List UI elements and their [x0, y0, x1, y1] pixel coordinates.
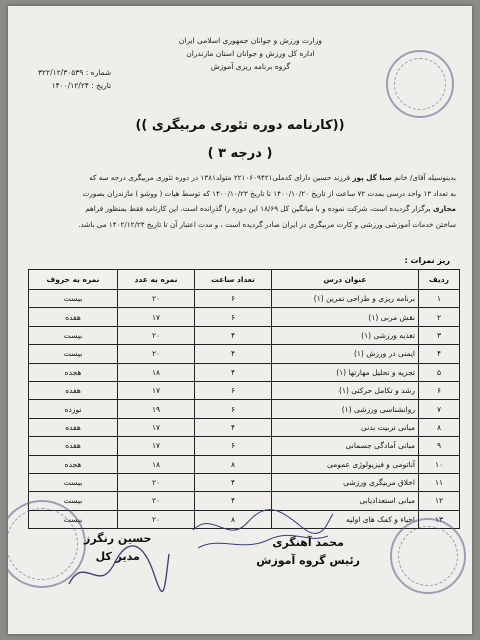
row-number-cell: ۵ — [419, 363, 460, 381]
top-right-stamp — [386, 50, 454, 118]
table-row — [29, 400, 460, 418]
table-row — [29, 455, 460, 473]
document-title: ((کارنامه دوره تئوری مربیگری )) — [135, 118, 345, 133]
score-number-cell: ۲۰ — [118, 492, 195, 510]
score-number-cell: ۲۰ — [118, 473, 195, 491]
row-number-cell: ۱۰ — [419, 455, 460, 473]
header-score-words: نمره به حروف — [29, 270, 118, 290]
score-words-cell: بیست — [29, 326, 118, 344]
table-row — [29, 437, 460, 455]
hours-cell: ۸ — [195, 455, 272, 473]
header-course-title: عنوان درس — [272, 270, 419, 290]
header-score-number: نمره به عدد — [118, 270, 195, 290]
course-title-cell: تغذیه ورزشی (۱) — [272, 326, 419, 344]
course-title-cell: تجزیه و تحلیل مهارتها (۱) — [272, 363, 419, 381]
course-title-cell: اخلاق مربیگری ورزشی — [272, 473, 419, 491]
grades-label: ریز نمرات : — [404, 256, 450, 265]
hours-cell: ۴ — [195, 326, 272, 344]
right-signer-title: رئیس گروه آموزش — [256, 554, 360, 567]
table-header-row — [29, 270, 460, 290]
score-number-cell: ۱۷ — [118, 308, 195, 326]
score-number-cell: ۱۷ — [118, 437, 195, 455]
bottom-right-stamp — [390, 518, 466, 594]
course-title-cell: مبانی استعدادیابی — [272, 492, 419, 510]
score-words-cell: هفده — [29, 437, 118, 455]
table-row — [29, 363, 460, 381]
score-number-cell: ۱۸ — [118, 363, 195, 381]
score-words-cell: هفده — [29, 308, 118, 326]
score-number-cell: ۲۰ — [118, 345, 195, 363]
course-title-cell: آناتومی و فیزیولوژی عمومی — [272, 455, 419, 473]
reference-block — [38, 66, 111, 92]
row-number-cell: ۶ — [419, 381, 460, 399]
right-signer-name: محمد آهنگری — [272, 536, 344, 549]
table-row — [29, 381, 460, 399]
row-number-cell: ۷ — [419, 400, 460, 418]
row-number-cell: ۱۳ — [419, 510, 460, 528]
header-row-number: ردیف — [419, 270, 460, 290]
hours-cell: ۶ — [195, 381, 272, 399]
left-signer-title: مدیر کل — [95, 550, 140, 563]
score-words-cell: بیست — [29, 473, 118, 491]
document-subtitle: ( درجه ۳ ) — [207, 146, 273, 161]
score-words-cell: هفده — [29, 418, 118, 436]
course-title-cell: احیاء و کمک های اولیه — [272, 510, 419, 528]
score-number-cell: ۱۷ — [118, 418, 195, 436]
table-row — [29, 308, 460, 326]
group-name: گروه برنامه ریزی آموزش — [210, 62, 291, 71]
hours-cell: ۶ — [195, 400, 272, 418]
signature-right — [256, 534, 360, 570]
number-value: ۳۲۲/۱۲/۳۰۵۳۹ — [38, 68, 84, 77]
course-title-cell: برنامه ریزی و طراحی تمرین (۱) — [272, 290, 419, 308]
score-number-cell: ۱۷ — [118, 381, 195, 399]
score-words-cell: هجده — [29, 455, 118, 473]
score-number-cell: ۲۰ — [118, 290, 195, 308]
row-number-cell: ۹ — [419, 437, 460, 455]
office-name: اداره کل ورزش و جوانان استان مازندران — [186, 49, 315, 58]
score-number-cell: ۱۸ — [118, 455, 195, 473]
hours-cell: ۶ — [195, 290, 272, 308]
table-row — [29, 290, 460, 308]
date-label: تاریخ : — [91, 81, 112, 90]
header-hours: تعداد ساعت — [195, 270, 272, 290]
row-number-cell: ۳ — [419, 326, 460, 344]
signature-left — [84, 530, 151, 566]
row-number-cell: ۱ — [419, 290, 460, 308]
ministry-name: وزارت ورزش و جوانان جمهوری اسلامی ایران — [178, 36, 322, 45]
hours-cell: ۴ — [195, 473, 272, 491]
table-row — [29, 418, 460, 436]
certificate-text: بدینوسیله آقای/ خانم صبا گل پور فرزند حسین دارای کدملی۲۲۱۰۶۰۹۴۲۱ متولد۱۳۸۱ در دوره تئوری مربیگری درجه سه که به تعداد ۱۳ واحد درسی بمدت ۷۲ ساعت از تاریخ ۱۴۰۰/۱۰/۲۰ تا تاریخ ۱۴۰۰/۱۰/۲۳ که توسط هیات ( ووشو ) مازندران بصورت مجازی برگزار گردیده است، شرکت نموده و با میانگین کل ۱۸/۶۹ این دوره را گذرانده است. این کارنامه فقط بمنظور فراهم ساختن خدمات آموزشی ورزشی و کارت مربیگری در ایران صادر گردیده است ، و مدت اعتبار آن تا تاریخ ۱۴۰۲/۱۲/۲۴ می باشد. — [78, 173, 456, 229]
score-number-cell: ۲۰ — [118, 510, 195, 528]
row-number-cell: ۱۲ — [419, 492, 460, 510]
table-row — [29, 345, 460, 363]
score-words-cell: بیست — [29, 345, 118, 363]
hours-cell: ۶ — [195, 308, 272, 326]
course-title-cell: ایمنی در ورزش (۱) — [272, 345, 419, 363]
course-title-cell: مبانی تربیت بدنی — [272, 418, 419, 436]
hours-cell: ۴ — [195, 418, 272, 436]
hours-cell: ۶ — [195, 437, 272, 455]
row-number-cell: ۸ — [419, 418, 460, 436]
certificate-document — [8, 6, 472, 634]
grades-table — [28, 269, 460, 529]
table-row — [29, 326, 460, 344]
hours-cell: ۴ — [195, 363, 272, 381]
row-number-cell: ۲ — [419, 308, 460, 326]
score-words-cell: هفده — [29, 381, 118, 399]
score-words-cell: نوزده — [29, 400, 118, 418]
hours-cell: ۸ — [195, 510, 272, 528]
score-words-cell: بیست — [29, 492, 118, 510]
row-number-cell: ۱۱ — [419, 473, 460, 491]
table-row — [29, 473, 460, 491]
score-number-cell: ۱۹ — [118, 400, 195, 418]
course-title-cell: نقش مربی (۱) — [272, 308, 419, 326]
course-title-cell: مبانی آمادگی جسمانی — [272, 437, 419, 455]
trainee-name: صبا گل پور — [352, 173, 392, 182]
score-words-cell: بیست — [29, 510, 118, 528]
score-number-cell: ۲۰ — [118, 326, 195, 344]
course-title-cell: روانشناسی ورزشی (۱) — [272, 400, 419, 418]
header-block — [179, 34, 322, 73]
date-value: ۱۴۰۰/۱۲/۲۴ — [51, 81, 89, 90]
score-words-cell: بیست — [29, 290, 118, 308]
number-label: شماره : — [85, 68, 112, 77]
course-title-cell: رشد و تکامل حرکتی (۱) — [272, 381, 419, 399]
row-number-cell: ۴ — [419, 345, 460, 363]
hours-cell: ۴ — [195, 345, 272, 363]
hours-cell: ۴ — [195, 492, 272, 510]
score-words-cell: هجده — [29, 363, 118, 381]
left-signer-name: حسین رنگرز — [84, 532, 152, 545]
